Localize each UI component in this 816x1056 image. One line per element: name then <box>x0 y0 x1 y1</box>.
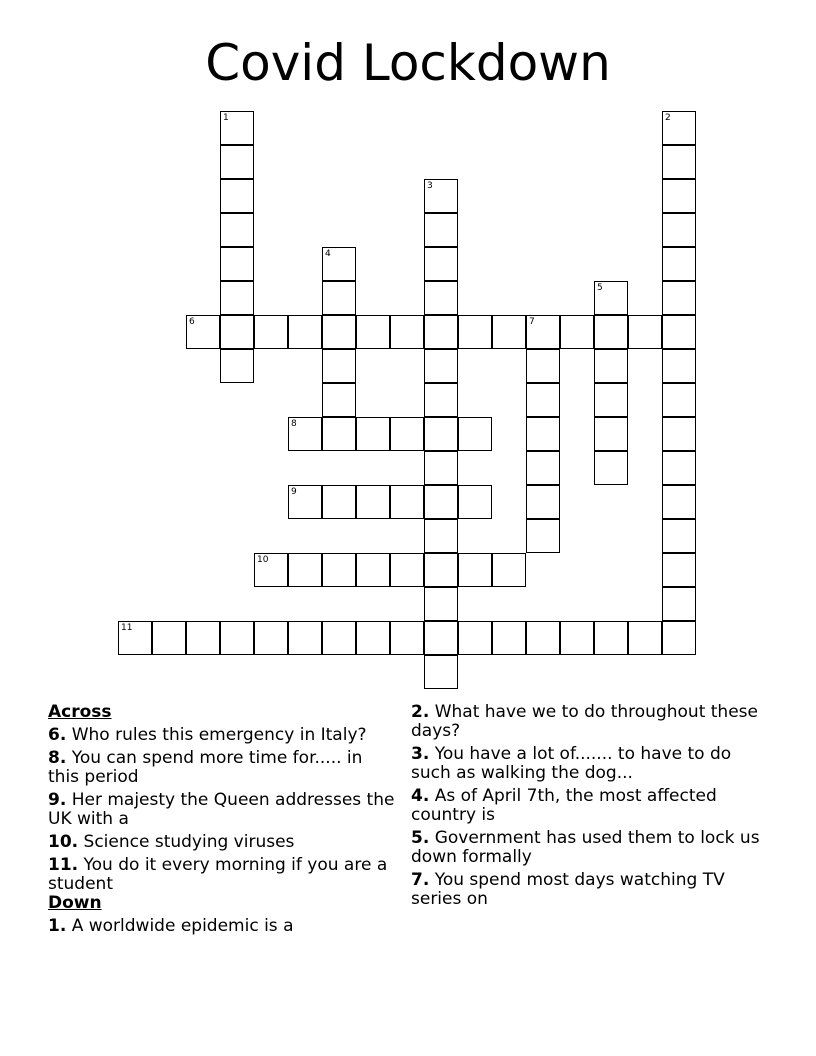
crossword-cell[interactable] <box>526 519 560 553</box>
clue-number: 2. <box>411 702 430 722</box>
clue-down-4 <box>411 787 761 825</box>
crossword-cell[interactable] <box>322 315 356 349</box>
clue-number-label: 1 <box>223 113 229 123</box>
clue-text: Who rules this emergency in Italy? <box>71 725 367 745</box>
clue-number: 7. <box>411 870 430 890</box>
crossword-cell[interactable] <box>390 553 424 587</box>
clue-across-6 <box>48 726 398 745</box>
crossword-cell[interactable] <box>662 451 696 485</box>
clue-down-3 <box>411 745 761 783</box>
clue-number: 4. <box>411 786 430 806</box>
crossword-cell[interactable] <box>560 621 594 655</box>
clue-text: As of April 7th, the most affected country is <box>411 786 717 825</box>
page-title: Covid Lockdown <box>205 34 611 92</box>
crossword-cell[interactable] <box>424 179 458 213</box>
clue-number-label: 10 <box>257 555 269 565</box>
crossword-cell[interactable] <box>594 349 628 383</box>
crossword-cell[interactable] <box>526 621 560 655</box>
crossword-cell[interactable] <box>288 417 322 451</box>
crossword-cell[interactable] <box>220 281 254 315</box>
crossword-cell[interactable] <box>594 383 628 417</box>
crossword-cell[interactable] <box>356 485 390 519</box>
clue-number: 11. <box>48 855 79 875</box>
crossword-cell[interactable] <box>322 281 356 315</box>
crossword-cell[interactable] <box>356 553 390 587</box>
crossword-cell[interactable] <box>662 417 696 451</box>
crossword-cell[interactable] <box>594 451 628 485</box>
crossword-cell[interactable] <box>526 451 560 485</box>
clue-number-label: 7 <box>529 317 535 327</box>
crossword-cell[interactable] <box>560 315 594 349</box>
crossword-cell[interactable] <box>662 213 696 247</box>
crossword-cell[interactable] <box>662 553 696 587</box>
crossword-cell[interactable] <box>458 621 492 655</box>
crossword-cell[interactable] <box>492 553 526 587</box>
crossword-cell[interactable] <box>254 553 288 587</box>
clue-number: 8. <box>48 748 67 768</box>
crossword-cell[interactable] <box>628 315 662 349</box>
crossword-cell[interactable] <box>186 621 220 655</box>
clue-across-11 <box>48 856 398 894</box>
crossword-cell[interactable] <box>322 349 356 383</box>
crossword-cell[interactable] <box>390 621 424 655</box>
crossword-cell[interactable] <box>220 247 254 281</box>
crossword-cell[interactable] <box>390 315 424 349</box>
crossword-cell[interactable] <box>322 553 356 587</box>
crossword-cell[interactable] <box>118 621 152 655</box>
crossword-cell[interactable] <box>356 417 390 451</box>
crossword-cell[interactable] <box>220 145 254 179</box>
crossword-cell[interactable] <box>458 315 492 349</box>
crossword-cell[interactable] <box>662 485 696 519</box>
crossword-cell[interactable] <box>424 485 458 519</box>
crossword-cell[interactable] <box>288 315 322 349</box>
clue-across-10 <box>48 833 398 852</box>
crossword-cell[interactable] <box>322 621 356 655</box>
crossword-cell[interactable] <box>662 145 696 179</box>
clue-text: Science studying viruses <box>83 832 295 852</box>
clue-number-label: 11 <box>121 623 133 633</box>
crossword-cell[interactable] <box>356 621 390 655</box>
crossword-cell[interactable] <box>628 621 662 655</box>
clue-number-label: 8 <box>291 419 297 429</box>
crossword-cell[interactable] <box>322 383 356 417</box>
clue-number-label: 9 <box>291 487 297 497</box>
clue-text: You can spend more time for..... in this period <box>48 748 363 787</box>
clue-text: You have a lot of....... to have to do such as walking the dog... <box>411 744 732 783</box>
clue-text: You spend most days watching TV series on <box>411 870 725 909</box>
crossword-cell[interactable] <box>458 485 492 519</box>
crossword-cell[interactable] <box>220 111 254 145</box>
crossword-cell[interactable] <box>424 655 458 689</box>
crossword-cell[interactable] <box>254 315 288 349</box>
down-heading: Down <box>48 893 102 913</box>
clue-down-2 <box>411 703 761 741</box>
crossword-cell[interactable] <box>424 621 458 655</box>
crossword-cell[interactable] <box>458 553 492 587</box>
crossword-cell[interactable] <box>594 621 628 655</box>
crossword-cell[interactable] <box>526 417 560 451</box>
crossword-cell[interactable] <box>526 485 560 519</box>
crossword-cell[interactable] <box>662 349 696 383</box>
clue-text: Government has used them to lock us down formally <box>411 828 760 867</box>
crossword-cell[interactable] <box>662 281 696 315</box>
crossword-cell[interactable] <box>458 417 492 451</box>
crossword-cell[interactable] <box>390 485 424 519</box>
crossword-cell[interactable] <box>424 315 458 349</box>
crossword-cell[interactable] <box>424 247 458 281</box>
crossword-cell[interactable] <box>662 587 696 621</box>
crossword-cell[interactable] <box>424 213 458 247</box>
crossword-cell[interactable] <box>322 417 356 451</box>
crossword-cell[interactable] <box>662 247 696 281</box>
crossword-cell[interactable] <box>288 485 322 519</box>
clue-number-label: 4 <box>325 249 331 259</box>
crossword-cell[interactable] <box>220 621 254 655</box>
crossword-cell[interactable] <box>424 281 458 315</box>
clue-number: 1. <box>48 916 67 936</box>
clue-number-label: 2 <box>665 113 671 123</box>
crossword-cell[interactable] <box>594 281 628 315</box>
clue-across-9 <box>48 791 398 829</box>
crossword-cell[interactable] <box>152 621 186 655</box>
clue-text: A worldwide epidemic is a <box>71 916 294 936</box>
crossword-cell[interactable] <box>594 417 628 451</box>
crossword-cell[interactable] <box>220 349 254 383</box>
clue-number: 5. <box>411 828 430 848</box>
crossword-cell[interactable] <box>322 485 356 519</box>
crossword-cell[interactable] <box>254 621 288 655</box>
crossword-cell[interactable] <box>288 553 322 587</box>
crossword-cell[interactable] <box>424 553 458 587</box>
crossword-cell[interactable] <box>220 213 254 247</box>
crossword-cell[interactable] <box>390 417 424 451</box>
crossword-cell[interactable] <box>424 417 458 451</box>
crossword-cell[interactable] <box>220 179 254 213</box>
clue-number-label: 3 <box>427 181 433 191</box>
crossword-cell[interactable] <box>662 383 696 417</box>
clues-left-column <box>48 703 398 940</box>
crossword-cell[interactable] <box>424 349 458 383</box>
crossword-cell[interactable] <box>220 315 254 349</box>
clues-right-column <box>411 703 761 913</box>
crossword-cell[interactable] <box>356 315 390 349</box>
crossword-cell[interactable] <box>662 179 696 213</box>
crossword-cell[interactable] <box>662 111 696 145</box>
crossword-cell[interactable] <box>526 315 560 349</box>
crossword-cell[interactable] <box>594 315 628 349</box>
clue-down-5 <box>411 829 761 867</box>
crossword-cell[interactable] <box>662 519 696 553</box>
clue-down-7 <box>411 871 761 909</box>
crossword-cell[interactable] <box>186 315 220 349</box>
crossword-cell[interactable] <box>424 587 458 621</box>
crossword-cell[interactable] <box>322 247 356 281</box>
clue-number-label: 5 <box>597 283 603 293</box>
clue-number: 10. <box>48 832 79 852</box>
clue-number: 9. <box>48 790 67 810</box>
crossword-cell[interactable] <box>288 621 322 655</box>
crossword-cell[interactable] <box>526 383 560 417</box>
clue-text: What have we to do throughout these days? <box>411 702 758 741</box>
crossword-cell[interactable] <box>424 451 458 485</box>
crossword-cell[interactable] <box>526 349 560 383</box>
clue-number-label: 6 <box>189 317 195 327</box>
across-heading: Across <box>48 702 112 722</box>
clue-number: 6. <box>48 725 67 745</box>
crossword-cell[interactable] <box>492 315 526 349</box>
crossword-cell[interactable] <box>662 621 696 655</box>
clue-across-8 <box>48 749 398 787</box>
clue-number: 3. <box>411 744 430 764</box>
crossword-cell[interactable] <box>424 519 458 553</box>
clue-text: You do it every morning if you are a student <box>48 855 388 894</box>
crossword-cell[interactable] <box>662 315 696 349</box>
clue-text: Her majesty the Queen addresses the UK with a <box>48 790 395 829</box>
clue-down-1 <box>48 917 398 936</box>
crossword-cell[interactable] <box>492 621 526 655</box>
crossword-cell[interactable] <box>424 383 458 417</box>
